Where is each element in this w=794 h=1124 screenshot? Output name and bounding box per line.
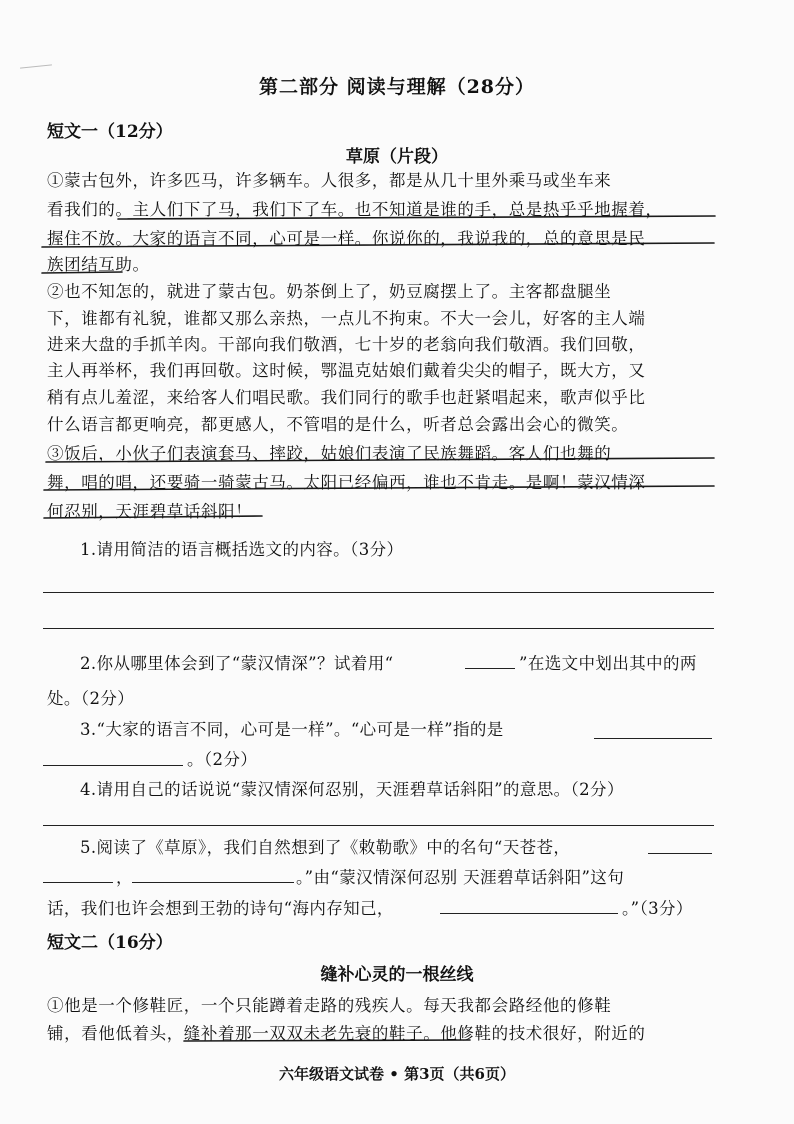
passage1-line: 下，谁都有礼貌，谁都又那么亲热，一点儿不拘束。不大一会儿，好客的主人端: [47, 309, 646, 328]
passage1-label: 短文一（12分）: [47, 122, 173, 142]
passage1-line: 看我们的。主人们下了马，我们下了车。也不知道是谁的手，总是热乎乎地握着，: [47, 200, 663, 219]
question-5: 5.阅读了《草原》，我们自然想到了《敕勒歌》中的名句“天苍苍，: [80, 838, 571, 857]
passage1-line: 进来大盘的手抓羊肉。干部向我们敬酒，七十岁的老翁向我们敬酒。我们回敬，: [47, 335, 646, 354]
answer-line[interactable]: [43, 592, 714, 593]
passage1-line: 握住不放。大家的语言不同，心可是一样。你说你的，我说我的，总的意思是民: [47, 229, 646, 248]
answer-blank[interactable]: [440, 913, 618, 914]
passage1-line: ②也不知怎的，就进了蒙古包。奶茶倒上了，奶豆腐摆上了。主客都盘腿坐: [47, 282, 612, 301]
answer-line[interactable]: [43, 628, 714, 629]
passage1-line: 舞，唱的唱，还要骑一骑蒙古马。太阳已经偏西，谁也不肯走。是啊！蒙汉情深: [47, 473, 646, 492]
answer-line[interactable]: [43, 825, 714, 826]
passage1-title: 草原（片段）: [346, 147, 448, 167]
passage1-line: 稍有点儿羞涩，来给客人们唱民歌。我们同行的歌手也赶紧唱起来，歌声似乎比: [47, 388, 646, 407]
answer-blank[interactable]: [43, 765, 183, 766]
answer-blank[interactable]: [43, 882, 113, 883]
passage1-line: 何忍别，天涯碧草话斜阳！: [47, 502, 253, 521]
page-footer: 六年级语文试卷 • 第3页（共6页）: [279, 1065, 515, 1083]
passage2-line: ①他是一个修鞋匠，一个只能蹲着走路的残疾人。每天我都会路经他的修鞋: [47, 996, 612, 1015]
question-2-cont: ”在选文中划出其中的两: [519, 654, 697, 673]
question-3-end: 。（2分）: [187, 750, 258, 769]
question-2-end: 处。（2分）: [47, 689, 135, 708]
passage2-label: 短文二（16分）: [47, 933, 173, 953]
passage1-line: ①蒙古包外，许多匹马，许多辆车。人很多，都是从几十里外乘马或坐车来: [47, 171, 612, 190]
question-2: 2.你从哪里体会到了“蒙汉情深”？试着用“: [80, 654, 394, 673]
passage1-line: ③饭后，小伙子们表演套马、摔跤，姑娘们表演了民族舞蹈。客人们也舞的: [47, 444, 612, 463]
question-5-comma: ，: [116, 868, 133, 887]
answer-blank[interactable]: [132, 882, 294, 883]
question-5-cont: 。”由“蒙汉情深何忍别 天涯碧草话斜阳”这句: [296, 868, 625, 887]
question-4: 4.请用自己的话说说“蒙汉情深何忍别，天涯碧草话斜阳”的意思。（2分）: [80, 780, 624, 799]
question-3: 3.“大家的语言不同，心可是一样”。“心可是一样”指的是: [80, 720, 504, 739]
passage1-line: 主人再举杯，我们再回敬。这时候，鄂温克姑娘们戴着尖尖的帽子，既大方，又: [47, 361, 646, 380]
passage2-line: 铺，看他低着头，缝补着那一双双未老先衰的鞋子。他修鞋的技术很好，附近的: [47, 1024, 646, 1043]
section-title: 第二部分 阅读与理解（28分）: [258, 76, 536, 98]
passage1-line: 什么语言都更响亮，都更感人，不管唱的是什么，听者总会露出会心的微笑。: [47, 415, 629, 434]
answer-blank[interactable]: [594, 738, 712, 739]
passage2-title: 缝补心灵的一根丝线: [320, 965, 474, 985]
question-1: 1.请用简洁的语言概括选文的内容。（3分）: [80, 540, 404, 559]
underline-sample-blank: [465, 668, 515, 669]
question-5-line3: 话，我们也许会想到王勃的诗句“海内存知己，: [47, 899, 394, 918]
answer-blank[interactable]: [648, 853, 712, 854]
passage1-line: 族团结互助。: [47, 255, 150, 274]
scan-artifact: [20, 64, 52, 68]
question-5-end: 。”（3分）: [622, 899, 693, 918]
